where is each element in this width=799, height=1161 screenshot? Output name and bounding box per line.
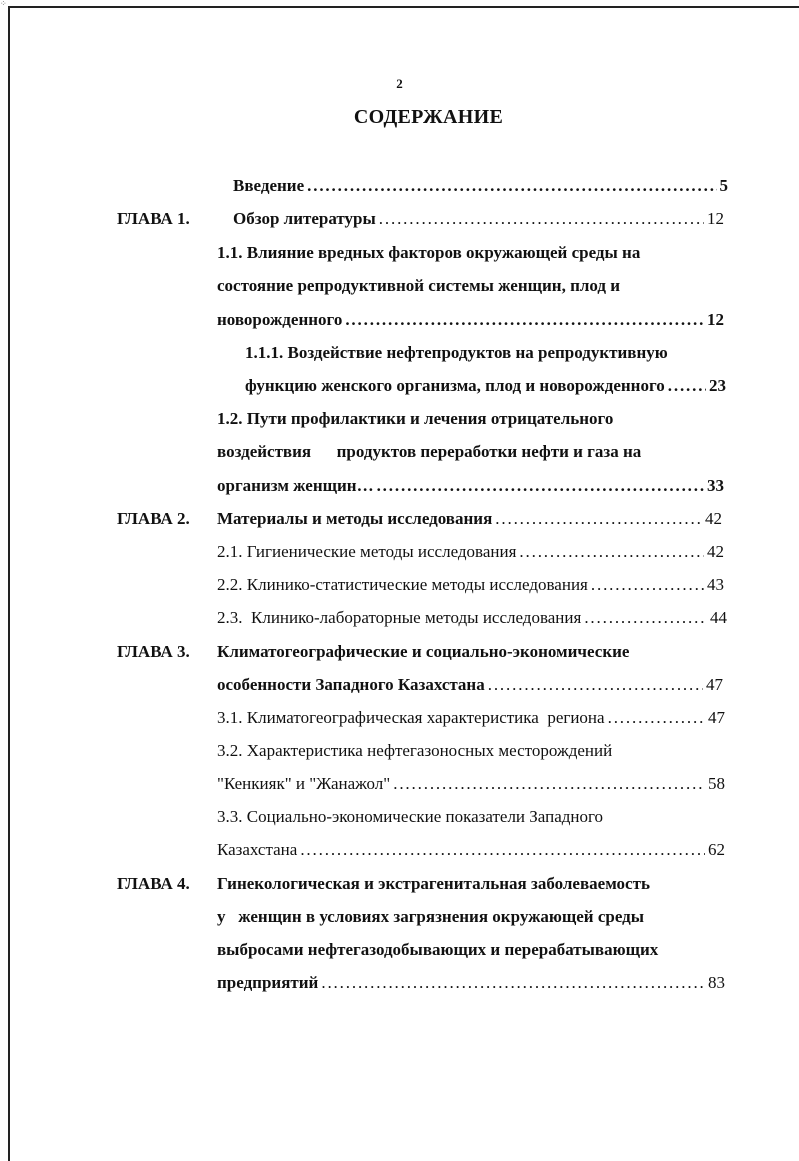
toc-entry-text: организм женщин… [217,476,374,495]
toc-page-number: 33 [707,476,724,495]
toc-page-number: 23 [709,376,726,395]
toc-page-number: 62 [708,840,725,859]
toc-page-number: 43 [707,575,724,594]
toc-entry-3-2 [217,774,725,794]
toc-line [217,243,640,263]
toc-entry-intro [233,176,728,196]
toc-entry-text: функцию женского организма, плод и новорожденного [245,376,665,395]
toc-page-number: 42 [705,509,722,528]
toc-leader-dots [393,774,705,794]
toc-entry-text: "Кенкияк" и "Жанажол" [217,774,391,793]
page-number: 2 [396,76,403,91]
toc-entry-3-1 [217,708,725,728]
toc-leader-dots [300,840,705,860]
toc-line [217,409,613,429]
toc-line [217,442,641,462]
toc-leader-dots [591,575,704,595]
scan-corner-mark-icon: ⁘ [0,0,7,8]
toc-entry-2-2 [217,575,724,595]
toc-entry-text: Гинекологическая и экстрагенитальная заболеваемость [217,874,650,893]
toc-leader-dots [377,476,704,496]
toc-line [217,940,658,960]
toc-page-number: 42 [707,542,724,561]
toc-entry-text: 2.3. Клинико-лабораторные методы исследования [217,608,582,627]
toc-entry-2-1 [217,542,724,562]
toc-entry-text: выбросами нефтегазодобывающих и перерабатывающих [217,940,659,959]
toc-leader-dots [321,973,705,993]
toc-leader-dots [519,542,704,562]
toc-entry-2-3 [217,608,727,628]
toc-entry-chapter-1 [233,209,724,229]
toc-entry-text: 3.1. Климатогеографическая характеристика региона [217,708,605,727]
toc-line [217,807,603,827]
page-frame-left-border [8,6,10,1161]
toc-entry-text: состояние репродуктивной системы женщин, плод и [217,276,621,295]
toc-line [217,642,629,662]
toc-entry-text: 1.2. Пути профилактики и лечения отрицательного [217,409,614,428]
chapter-label-3: ГЛАВА 3. [117,642,190,661]
chapter-label-2: ГЛАВА 2. [117,509,190,528]
toc-entry-text: Обзор литературы [233,209,376,228]
toc-leader-dots [495,509,702,529]
toc-entry-text: новорожденного [217,310,343,329]
toc-entry-3-3 [217,840,725,860]
toc-entry-1-2 [217,476,724,496]
chapter-label-1: ГЛАВА 1. [117,209,190,228]
toc-leader-dots [307,176,716,196]
toc-entry-chapter-3 [217,675,723,695]
toc-page-number: 47 [706,675,723,694]
page-frame-top-border [8,6,799,8]
toc-leader-dots [345,310,704,330]
toc-line [217,276,620,296]
toc-entry-1-1-1 [245,376,726,396]
toc-entry-text: 1.1. Влияние вредных факторов окружающей среды на [217,243,641,262]
toc-leader-dots [584,608,707,628]
toc-entry-text: Климатогеографические и социально-экономические [217,642,630,661]
toc-page-number: 5 [719,176,728,195]
chapter-label-4: ГЛАВА 4. [117,874,190,893]
toc-page-number: 12 [707,209,724,228]
toc-entry-text: у женщин в условиях загрязнения окружающей среды [217,907,645,926]
document-title: СОДЕРЖАНИЕ [353,106,504,128]
toc-leader-dots [668,376,706,396]
toc-page-number: 83 [708,973,725,992]
toc-entry-text: воздействия продуктов переработки нефти и газа на [217,442,642,461]
toc-entry-text: Казахстана [217,840,298,859]
toc-entry-text: Материалы и методы исследования [217,509,493,528]
toc-line [217,907,644,927]
toc-entry-text: Введение [233,176,305,195]
toc-page-number: 44 [710,608,727,627]
toc-line [217,741,612,761]
toc-entry-text: 1.1.1. Воздействие нефтепродуктов на репродуктивную [245,343,668,362]
toc-entry-text: 2.2. Клинико-статистические методы исследования [217,575,588,594]
toc-entry-chapter-2 [217,509,722,529]
toc-entry-text: 3.3. Социально-экономические показатели Западного [217,807,604,826]
toc-entry-1-1 [217,310,724,330]
toc-leader-dots [608,708,705,728]
toc-page-number: 58 [708,774,725,793]
toc-entry-text: 3.2. Характеристика нефтегазоносных месторождений [217,741,613,760]
toc-entry-text: 2.1. Гигиенические методы исследования [217,542,517,561]
toc-page-number: 12 [707,310,724,329]
toc-leader-dots [379,209,704,229]
toc-line [217,874,650,894]
toc-leader-dots [488,675,703,695]
toc-entry-chapter-4 [217,973,725,993]
toc-entry-text: предприятий [217,973,319,992]
toc-line [245,343,668,363]
toc-entry-text: особенности Западного Казахстана [217,675,485,694]
toc-page-number: 47 [708,708,725,727]
